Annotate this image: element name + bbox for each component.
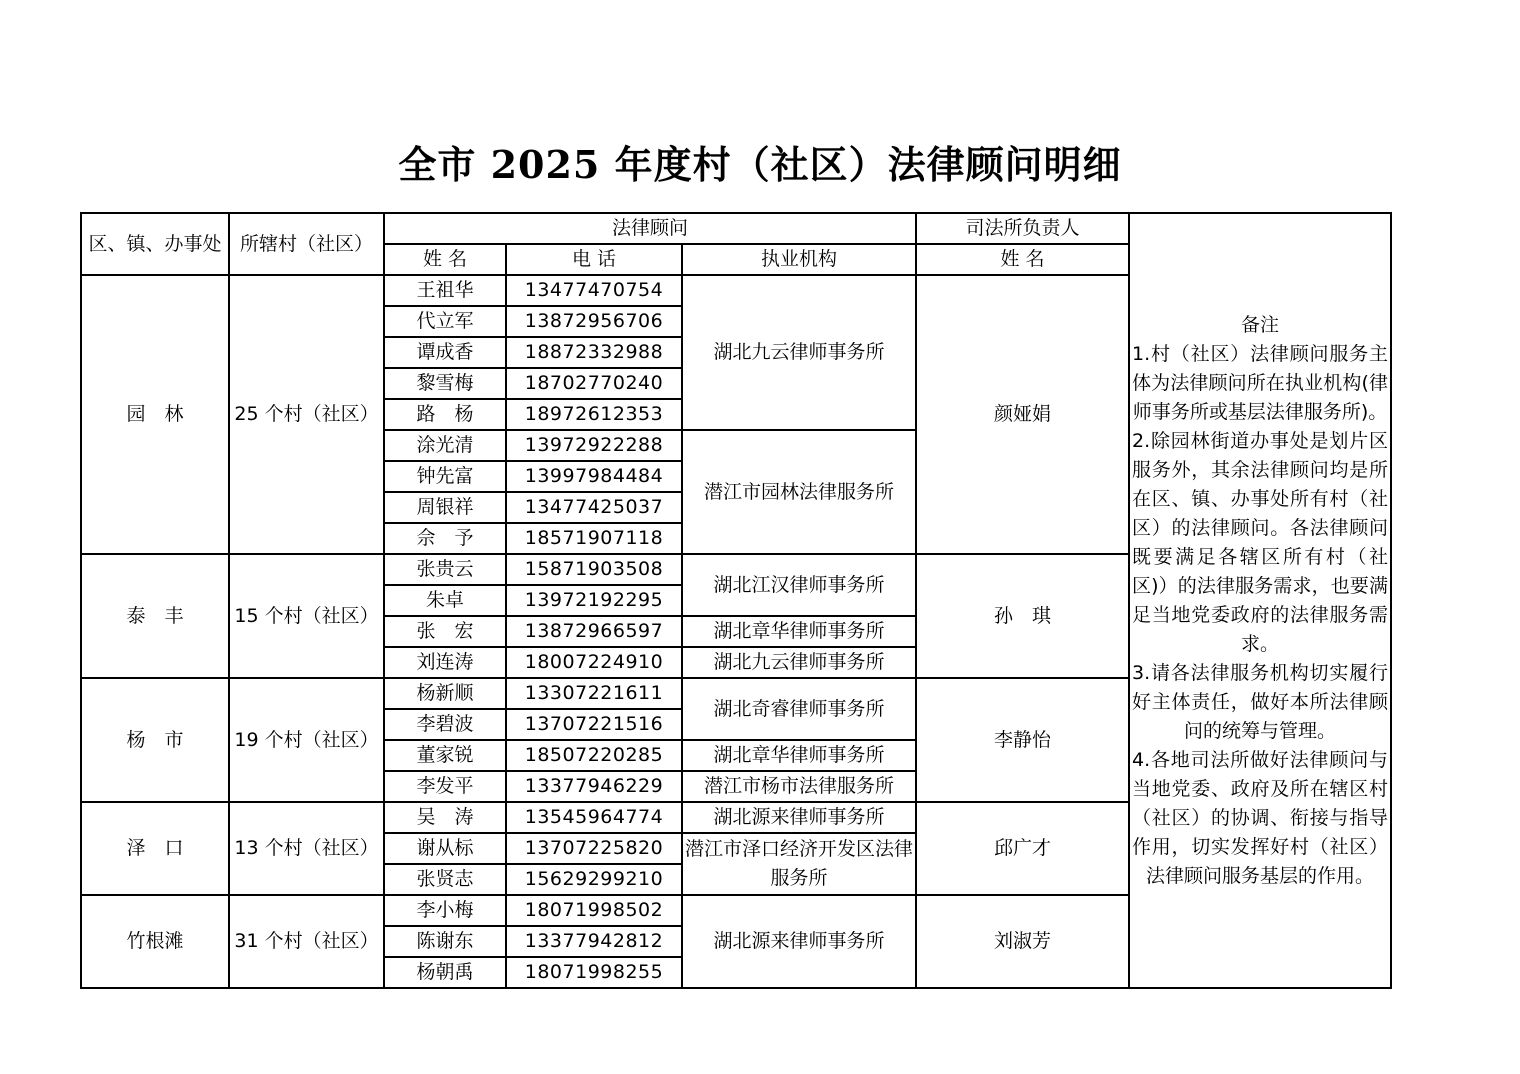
advisor-name-cell: 李碧波 [384,709,506,740]
header-advisor-org: 执业机构 [682,244,916,275]
advisor-name-cell: 杨朝禹 [384,957,506,988]
advisor-name-cell: 陈谢东 [384,926,506,957]
advisor-name-cell: 张 宏 [384,616,506,647]
advisor-name-cell: 朱卓 [384,585,506,616]
advisor-phone-cell: 18071998502 [506,895,682,926]
header-legal-advisor-group: 法律顾问 [384,213,916,244]
advisor-org-cell: 湖北源来律师事务所 [682,802,916,833]
advisor-name-cell: 佘 予 [384,523,506,554]
advisor-org-cell: 潜江市杨市法律服务所 [682,771,916,802]
justice-head-cell: 邱广才 [916,802,1129,895]
advisor-org-cell: 潜江市园林法律服务所 [682,430,916,554]
advisor-name-cell: 谭成香 [384,337,506,368]
advisor-phone-cell: 13477470754 [506,275,682,306]
header-villages: 所辖村（社区） [229,213,384,275]
district-cell: 泰 丰 [81,554,229,678]
advisor-name-cell: 张贵云 [384,554,506,585]
advisor-org-cell: 湖北江汉律师事务所 [682,554,916,616]
advisor-org-cell: 潜江市泽口经济开发区法律服务所 [682,833,916,895]
advisor-phone-cell: 13972922288 [506,430,682,461]
advisor-phone-cell: 13707225820 [506,833,682,864]
legal-advisor-table [80,212,1392,989]
table-header-row [81,213,1391,244]
advisor-phone-cell: 18872332988 [506,337,682,368]
advisor-phone-cell: 13997984484 [506,461,682,492]
advisor-name-cell: 涂光清 [384,430,506,461]
remark-item: 2.除园林街道办事处是划片区服务外，其余法律顾问均是所在区、镇、办事处所有村（社区）的法律顾问。各法律顾问既要满足各辖区所有村（社区)）的法律服务需求，也要满足当地党委政府的法律服务需求。 [1132,429,1389,655]
advisor-phone-cell: 13377946229 [506,771,682,802]
district-cell: 泽 口 [81,802,229,895]
advisor-phone-cell: 18702770240 [506,368,682,399]
advisor-name-cell: 吴 涛 [384,802,506,833]
advisor-phone-cell: 13307221611 [506,678,682,709]
justice-head-cell: 孙 琪 [916,554,1129,678]
advisor-name-cell: 王祖华 [384,275,506,306]
advisor-phone-cell: 18571907118 [506,523,682,554]
advisor-org-cell: 湖北奇睿律师事务所 [682,678,916,740]
advisor-phone-cell: 13377942812 [506,926,682,957]
villages-cell: 15 个村（社区） [229,554,384,678]
district-cell: 杨 市 [81,678,229,802]
advisor-phone-cell: 18071998255 [506,957,682,988]
advisor-phone-cell: 15871903508 [506,554,682,585]
advisor-name-cell: 李发平 [384,771,506,802]
remark-item: 1.村（社区）法律顾问服务主体为法律顾问所在执业机构(律师事务所或基层法律服务所)。 [1132,342,1389,423]
remark-item: 3.请各法律服务机构切实履行好主体责任，做好本所法律顾问的统筹与管理。 [1132,661,1389,742]
advisor-name-cell: 钟先富 [384,461,506,492]
advisor-name-cell: 杨新顺 [384,678,506,709]
advisor-name-cell: 李小梅 [384,895,506,926]
header-district: 区、镇、办事处 [81,213,229,275]
advisor-org-cell: 湖北章华律师事务所 [682,616,916,647]
page-title: 全市 2025 年度村（社区）法律顾问明细 [398,142,1122,187]
villages-cell: 19 个村（社区） [229,678,384,802]
advisor-phone-cell: 13872956706 [506,306,682,337]
advisor-org-cell: 湖北九云律师事务所 [682,647,916,678]
villages-cell: 31 个村（社区） [229,895,384,988]
advisor-phone-cell: 13477425037 [506,492,682,523]
advisor-name-cell: 谢从标 [384,833,506,864]
district-cell: 竹根滩 [81,895,229,988]
advisor-phone-cell: 13707221516 [506,709,682,740]
justice-head-cell: 刘淑芳 [916,895,1129,988]
advisor-name-cell: 张贤志 [384,864,506,895]
advisor-phone-cell: 13972192295 [506,585,682,616]
remarks-title: 备注 [1241,313,1280,336]
advisor-phone-cell: 13545964774 [506,802,682,833]
remark-item: 4.各地司法所做好法律顾问与当地党委、政府及所在辖区村（社区）的协调、衔接与指导作用，切实发挥好村（社区）法律顾问服务基层的作用。 [1132,748,1389,887]
advisor-name-cell: 代立军 [384,306,506,337]
advisor-phone-cell: 18972612353 [506,399,682,430]
justice-head-cell: 李静怡 [916,678,1129,802]
advisor-phone-cell: 18507220285 [506,740,682,771]
header-justice-name: 姓 名 [916,244,1129,275]
advisor-name-cell: 黎雪梅 [384,368,506,399]
header-advisor-name: 姓 名 [384,244,506,275]
villages-cell: 13 个村（社区） [229,802,384,895]
advisor-name-cell: 刘连涛 [384,647,506,678]
villages-cell: 25 个村（社区） [229,275,384,554]
advisor-name-cell: 路 杨 [384,399,506,430]
header-advisor-phone: 电 话 [506,244,682,275]
header-justice-office: 司法所负责人 [916,213,1129,244]
district-cell: 园 林 [81,275,229,554]
advisor-phone-cell: 15629299210 [506,864,682,895]
advisor-org-cell: 湖北九云律师事务所 [682,275,916,430]
advisor-org-cell: 湖北章华律师事务所 [682,740,916,771]
advisor-phone-cell: 13872966597 [506,616,682,647]
justice-head-cell: 颜娅娟 [916,275,1129,554]
advisor-name-cell: 周银祥 [384,492,506,523]
advisor-name-cell: 董家锐 [384,740,506,771]
remarks-cell [1129,213,1391,988]
advisor-phone-cell: 18007224910 [506,647,682,678]
advisor-org-cell: 湖北源来律师事务所 [682,895,916,988]
